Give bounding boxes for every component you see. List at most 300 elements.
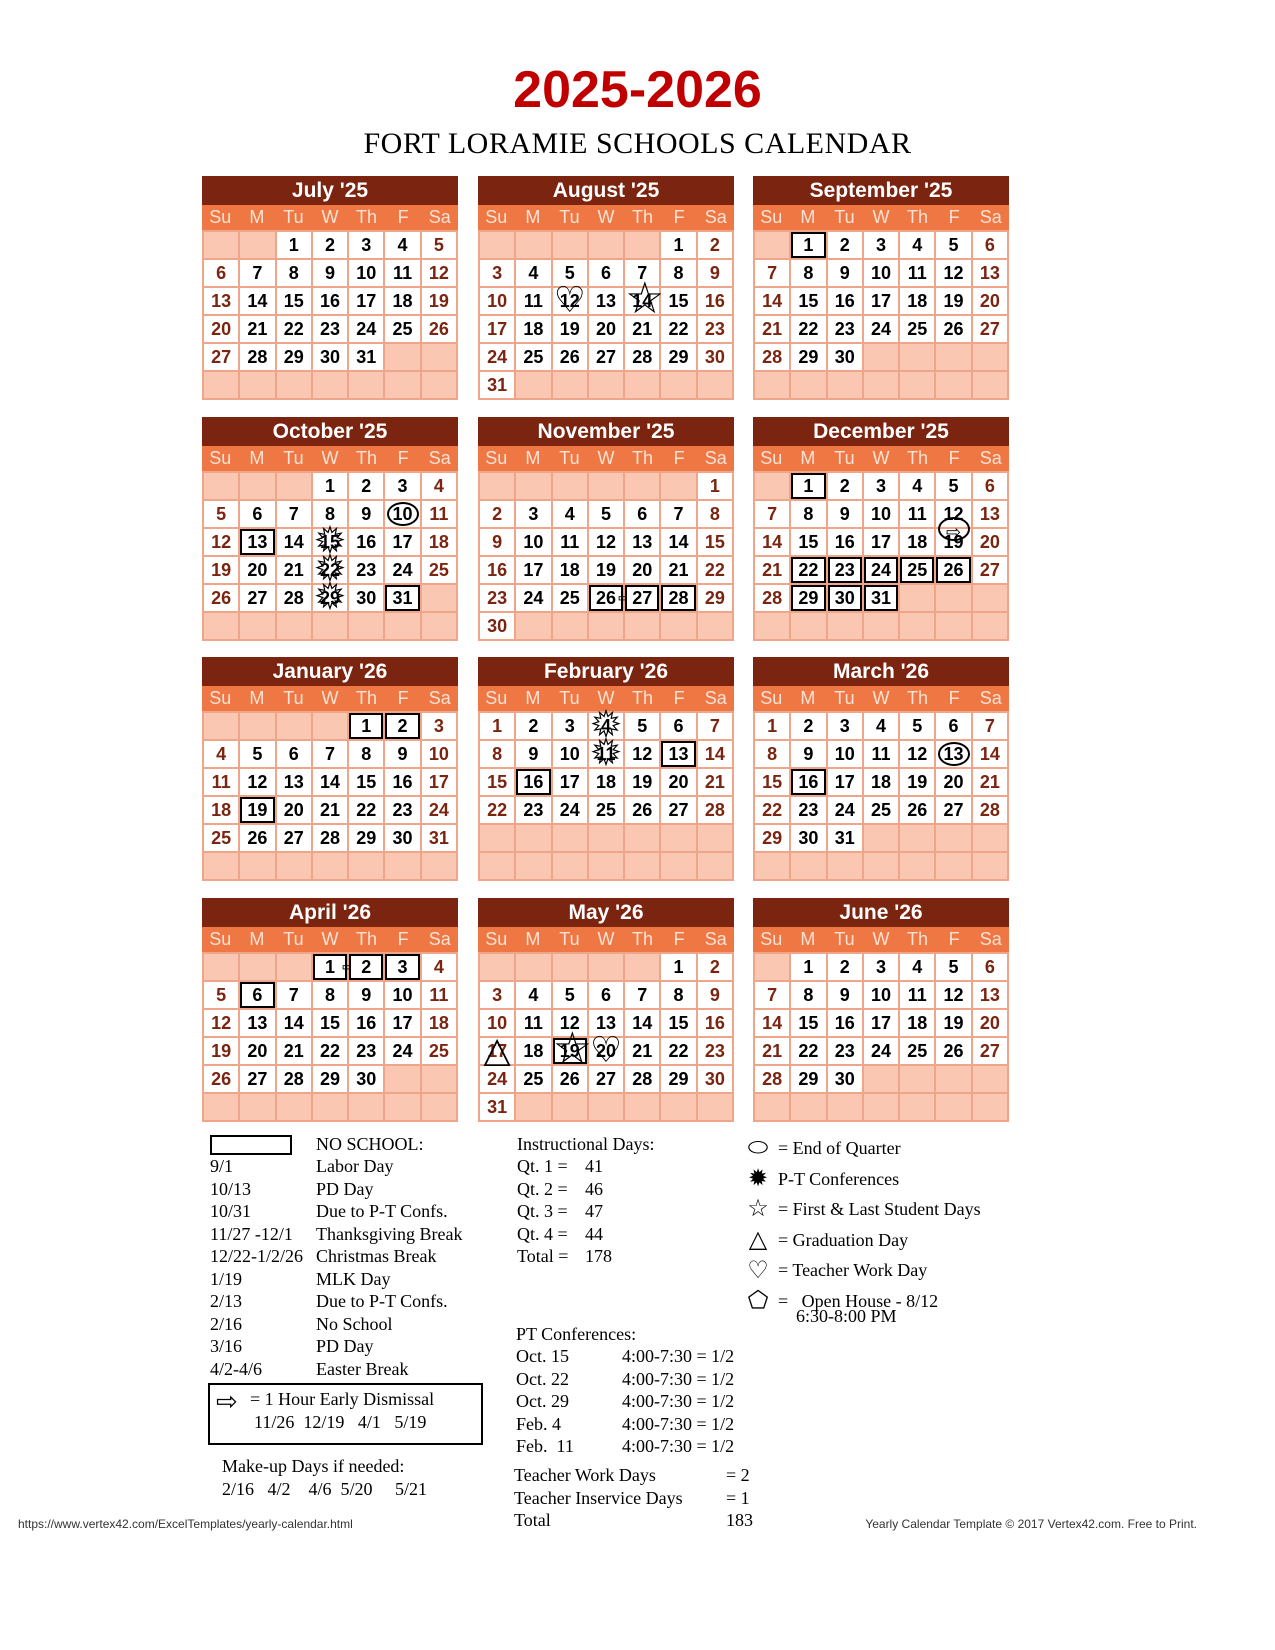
day-cell: 21 (973, 769, 1007, 795)
day-cell: 24 (516, 585, 550, 611)
legend-value: 44 (585, 1223, 603, 1244)
weekday-label: Th (632, 207, 654, 227)
empty-cell (625, 825, 659, 851)
legend-row (514, 1464, 766, 1487)
early-dismissal-box (208, 1383, 483, 1445)
weekday-label: Su (209, 688, 232, 708)
empty-cell (828, 372, 862, 398)
weekday-label: W (872, 448, 890, 468)
empty-cell (755, 853, 789, 879)
early-dismissal-dates: 11/26 12/19 4/1 5/19 (254, 1412, 427, 1432)
empty-cell (204, 713, 238, 739)
day-cell: 12 (900, 741, 934, 767)
day-cell: 17 (864, 529, 898, 555)
day-cell: 18 (204, 797, 238, 823)
day-cell: 1 (791, 232, 825, 258)
empty-cell (661, 613, 695, 639)
day-cell: 12 (936, 982, 970, 1008)
day-cell: 9 (791, 741, 825, 767)
day-cell: 23 (791, 797, 825, 823)
day-cell: 16 (828, 288, 862, 314)
day-cell: 29 (791, 1066, 825, 1092)
day-cell: ✹ 22 (313, 557, 347, 583)
empty-cell (936, 613, 970, 639)
day-cell: 23 (828, 316, 862, 342)
weekday-label: Su (760, 448, 783, 468)
day-cell: 30 (385, 825, 419, 851)
legend-label: Labor Day (316, 1156, 394, 1176)
weekday-header (753, 446, 1009, 471)
legend-label: No School (316, 1313, 393, 1334)
day-cell: 18 (900, 529, 934, 555)
legend-date: 2/16 (210, 1313, 243, 1334)
empty-cell (828, 613, 862, 639)
weekday-label: Th (356, 207, 378, 227)
empty-cell (277, 713, 311, 739)
day-cell: 16 (698, 288, 732, 314)
day-cell: 7 (625, 982, 659, 1008)
day-cell: 23 (349, 1038, 383, 1064)
day-cell: 7 (313, 741, 347, 767)
day-cell: 13 (204, 288, 238, 314)
day-cell: 5 (553, 260, 587, 286)
empty-cell (422, 1066, 456, 1092)
day-cell: 7 (625, 260, 659, 286)
day-cell: 20 (240, 557, 274, 583)
weekday-header (478, 927, 734, 952)
day-cell: 5 (589, 501, 623, 527)
weekday-label: Tu (283, 207, 304, 227)
day-cell: ☆ 14 (625, 288, 659, 314)
day-cell: 8 (755, 741, 789, 767)
day-cell: 25 (422, 557, 456, 583)
day-cell: 27 (973, 557, 1007, 583)
day-cell: 28 (698, 797, 732, 823)
empty-cell (349, 372, 383, 398)
weekday-label: Sa (428, 929, 451, 949)
day-cell: 3 (516, 501, 550, 527)
legend-row (514, 1509, 766, 1532)
empty-cell (900, 344, 934, 370)
month-calendar (478, 417, 734, 641)
day-cell: 19 (936, 288, 970, 314)
day-cell: 11 (204, 769, 238, 795)
day-cell: 13 (625, 529, 659, 555)
day-cell: ☆ 19 (553, 1038, 587, 1064)
weekday-label: M (800, 207, 816, 227)
day-cell: 4 (553, 501, 587, 527)
weekday-label: Su (760, 207, 783, 227)
day-cell: 1 ⇨ (313, 954, 347, 980)
day-cell: 23 (698, 316, 732, 342)
empty-cell (422, 853, 456, 879)
day-cell: 21 (755, 1038, 789, 1064)
day-cell: 17 (349, 288, 383, 314)
day-cell: 19 (936, 1010, 970, 1036)
day-cell: 27 (240, 1066, 274, 1092)
day-cell: 3 (422, 713, 456, 739)
day-cell: 10 (349, 260, 383, 286)
day-cell: 15 (791, 529, 825, 555)
day-cell: 7 (698, 713, 732, 739)
day-cell: 2 (791, 713, 825, 739)
empty-cell (589, 473, 623, 499)
empty-cell (625, 372, 659, 398)
day-cell: 7 (973, 713, 1007, 739)
day-cell: 28 (240, 344, 274, 370)
empty-cell (936, 1066, 970, 1092)
day-cell: 21 (755, 316, 789, 342)
weekday-label: M (525, 929, 541, 949)
day-cell: 17 (385, 1010, 419, 1036)
empty-cell (900, 585, 934, 611)
legend-label: Qt. 2 = (517, 1178, 568, 1199)
empty-cell (900, 1066, 934, 1092)
day-cell: 5 (900, 713, 934, 739)
empty-cell (661, 1094, 695, 1120)
day-cell: 16 (828, 529, 862, 555)
day-cell: 28 (973, 797, 1007, 823)
empty-cell (698, 1094, 732, 1120)
day-cell: 22 (755, 797, 789, 823)
month-title: September '25 (753, 176, 1009, 205)
day-cell: 29 (349, 825, 383, 851)
weekday-label: Sa (979, 448, 1002, 468)
day-cell: 23 (313, 316, 347, 342)
day-cell: 8 (313, 982, 347, 1008)
day-cell: 31 (864, 585, 898, 611)
empty-cell (755, 954, 789, 980)
day-cell: 13 (661, 741, 695, 767)
weekday-label: Tu (834, 688, 855, 708)
empty-cell (625, 232, 659, 258)
empty-cell (204, 232, 238, 258)
day-cell: 16 (385, 769, 419, 795)
day-cell: 2 (698, 232, 732, 258)
day-cell: 18 (589, 769, 623, 795)
day-cell: 10 (422, 741, 456, 767)
day-cell: 8 (791, 501, 825, 527)
symbol-legend-label: = First & Last Student Days (778, 1199, 981, 1220)
empty-cell (553, 232, 587, 258)
legend-time: 4:00-7:30 = 1/2 (622, 1413, 735, 1434)
day-cell: 27 (240, 585, 274, 611)
empty-cell (277, 954, 311, 980)
legend-row (210, 1200, 486, 1223)
empty-cell (936, 1094, 970, 1120)
empty-cell (755, 1094, 789, 1120)
day-cell: 26 (553, 344, 587, 370)
symbol-legend-row (738, 1194, 981, 1225)
weekday-label: W (597, 929, 615, 949)
empty-cell (204, 473, 238, 499)
weekday-label: Th (907, 929, 929, 949)
empty-cell (589, 1094, 623, 1120)
day-cell: 1 (349, 713, 383, 739)
legend-date: 3/16 (210, 1336, 243, 1356)
day-cell: 24 (385, 1038, 419, 1064)
day-cell: 9 (313, 260, 347, 286)
month-calendar (202, 176, 458, 400)
weekday-label: W (321, 448, 339, 468)
day-cell: 13 (973, 501, 1007, 527)
day-cell: 23 (385, 797, 419, 823)
day-cell: 4 (864, 713, 898, 739)
legend-row (210, 1358, 486, 1381)
day-cell: 24 (349, 316, 383, 342)
day-cell: 10 (480, 1010, 514, 1036)
day-cell: 27 (204, 344, 238, 370)
day-cell: 24 (864, 316, 898, 342)
weekday-label: Tu (283, 688, 304, 708)
day-cell: 30 (480, 613, 514, 639)
month-title: August '25 (478, 176, 734, 205)
symbol-legend-label: = Teacher Work Day (778, 1260, 928, 1281)
weekday-label: Th (907, 448, 929, 468)
day-cell: 18 (516, 316, 550, 342)
day-cell: 26 (204, 1066, 238, 1092)
weekday-label: F (673, 448, 685, 468)
day-cell: 1 (755, 713, 789, 739)
empty-cell (385, 1094, 419, 1120)
day-cell: 3 (553, 713, 587, 739)
day-cell: 1 (698, 473, 732, 499)
day-cell: 2 (313, 232, 347, 258)
day-cell: 15 (313, 1010, 347, 1036)
legend-label: Qt. 4 = (517, 1223, 568, 1244)
day-cell: 24 (480, 1066, 514, 1092)
weekday-header (478, 446, 734, 471)
day-cell: 19 (204, 557, 238, 583)
empty-cell (973, 825, 1007, 851)
day-cell: 4 (900, 473, 934, 499)
day-cell: 29 (755, 825, 789, 851)
empty-cell (698, 825, 732, 851)
day-cell: 20 (973, 1010, 1007, 1036)
day-cell: 20 (589, 316, 623, 342)
empty-cell (240, 853, 274, 879)
arrow-pentagon-icon: ⇨ (216, 1387, 238, 1416)
day-cell: 20 (277, 797, 311, 823)
empty-cell (936, 585, 970, 611)
legend-row (210, 1268, 486, 1291)
day-cell: 21 (277, 557, 311, 583)
no-school-box-icon (210, 1135, 292, 1155)
day-cell: 30 (349, 1066, 383, 1092)
legend-date: 10/13 (210, 1178, 252, 1199)
day-cell: 28 (313, 825, 347, 851)
weekday-label: Sa (428, 448, 451, 468)
day-cell: 12 (422, 260, 456, 286)
weekday-label: F (948, 688, 960, 708)
day-cell: 29 (277, 344, 311, 370)
day-grid (753, 471, 1009, 641)
empty-cell (936, 372, 970, 398)
day-cell: 8 (661, 982, 695, 1008)
day-cell: 30 (698, 344, 732, 370)
empty-cell (204, 372, 238, 398)
empty-cell (661, 853, 695, 879)
day-cell: 17 (864, 1010, 898, 1036)
empty-cell (625, 473, 659, 499)
day-cell: 25 (900, 316, 934, 342)
empty-cell (864, 344, 898, 370)
day-cell: 23 (698, 1038, 732, 1064)
empty-cell (516, 232, 550, 258)
day-cell: 9 (480, 529, 514, 555)
day-cell: 1 (661, 954, 695, 980)
empty-cell (755, 372, 789, 398)
day-cell: 21 (277, 1038, 311, 1064)
day-cell: 11 (516, 1010, 550, 1036)
day-cell: 19 (900, 769, 934, 795)
day-cell: 1 (661, 232, 695, 258)
star-icon: ☆ (747, 1196, 769, 1223)
day-cell: 2 (349, 473, 383, 499)
day-cell: 27 (589, 344, 623, 370)
month-title: July '25 (202, 176, 458, 205)
burst-icon: ✹ (747, 1165, 769, 1192)
weekday-label: Su (485, 929, 508, 949)
weekday-label: Th (907, 207, 929, 227)
day-cell: 19 (625, 769, 659, 795)
empty-cell (516, 1094, 550, 1120)
weekday-label: F (948, 448, 960, 468)
day-cell: 25 (553, 585, 587, 611)
day-cell: 20 (973, 529, 1007, 555)
footer-url[interactable]: https://www.vertex42.com/ExcelTemplates/yearly-calendar.html (18, 1517, 353, 1531)
empty-cell (422, 585, 456, 611)
day-cell: 19 (553, 316, 587, 342)
day-cell: 25 (204, 825, 238, 851)
day-cell: 14 (277, 1010, 311, 1036)
day-cell: 1 (313, 473, 347, 499)
day-cell: 3 (864, 473, 898, 499)
legend-label: Thanksgiving Break (316, 1223, 463, 1244)
empty-cell (864, 1094, 898, 1120)
day-cell: 7 (277, 501, 311, 527)
empty-cell (791, 853, 825, 879)
weekday-label: Th (356, 688, 378, 708)
day-grid (478, 471, 734, 641)
legend-row (514, 1487, 766, 1510)
legend-row (210, 1335, 486, 1358)
weekday-label: Sa (704, 448, 727, 468)
empty-cell (553, 954, 587, 980)
legend-date: Oct. 15 (516, 1346, 569, 1366)
day-grid (202, 230, 458, 400)
day-cell: 26 ⇨ (589, 585, 623, 611)
day-cell: 26 (422, 316, 456, 342)
empty-cell (277, 473, 311, 499)
day-cell: 2 (385, 713, 419, 739)
empty-cell (589, 232, 623, 258)
day-grid (202, 471, 458, 641)
day-cell: 16 (791, 769, 825, 795)
weekday-label: F (673, 207, 685, 227)
day-cell: 21 (755, 557, 789, 583)
day-cell: 5 (625, 713, 659, 739)
day-cell: 16 (828, 1010, 862, 1036)
empty-cell (516, 372, 550, 398)
month-title: April '26 (202, 898, 458, 927)
day-cell: 31 (385, 585, 419, 611)
day-grid (753, 711, 1009, 881)
day-cell: 5 (204, 982, 238, 1008)
day-grid (202, 711, 458, 881)
day-cell: 13 (973, 982, 1007, 1008)
day-cell: 18 (385, 288, 419, 314)
day-cell: 3 (480, 260, 514, 286)
day-cell: 6 (589, 982, 623, 1008)
day-cell: 23 (828, 557, 862, 583)
day-cell: 12 (553, 1010, 587, 1036)
day-cell: 25 (589, 797, 623, 823)
weekday-label: F (397, 688, 409, 708)
day-cell: 1 (791, 954, 825, 980)
day-cell: 13 (240, 529, 274, 555)
legend-value: 47 (585, 1201, 603, 1221)
weekday-label: M (800, 448, 816, 468)
legend-row (210, 1245, 486, 1268)
empty-cell (973, 344, 1007, 370)
weekday-label: Th (356, 929, 378, 949)
legend-value: 41 (585, 1156, 603, 1176)
day-cell: 28 (277, 585, 311, 611)
day-cell: 23 (516, 797, 550, 823)
day-cell: 18 (900, 1010, 934, 1036)
day-cell: 2 (828, 954, 862, 980)
day-cell: 6 (661, 713, 695, 739)
day-cell: 2 (480, 501, 514, 527)
day-cell: 25 (422, 1038, 456, 1064)
month-calendar (753, 176, 1009, 400)
day-cell: 3 (864, 232, 898, 258)
day-cell: 3 (385, 954, 419, 980)
day-cell: 16 (480, 557, 514, 583)
empty-cell (553, 853, 587, 879)
empty-cell (900, 372, 934, 398)
instructional-heading: Instructional Days: (517, 1134, 655, 1154)
day-cell: 30 (791, 825, 825, 851)
day-cell: 20 (204, 316, 238, 342)
weekday-label: M (800, 688, 816, 708)
day-cell: 8 (661, 260, 695, 286)
day-cell: 15 (277, 288, 311, 314)
day-cell: 5 (204, 501, 238, 527)
day-cell: 6 (973, 232, 1007, 258)
day-cell: 8 (791, 982, 825, 1008)
weekday-label: F (948, 207, 960, 227)
empty-cell (698, 613, 732, 639)
legend-date: 9/1 (210, 1156, 234, 1176)
day-cell: 25 (900, 1038, 934, 1064)
empty-cell (625, 853, 659, 879)
day-cell: 7 (240, 260, 274, 286)
empty-cell (422, 1094, 456, 1120)
empty-cell (385, 853, 419, 879)
day-cell: 14 (755, 529, 789, 555)
day-cell: 26 (204, 585, 238, 611)
weekday-label: F (397, 207, 409, 227)
day-cell: 7 (661, 501, 695, 527)
day-cell: 14 (973, 741, 1007, 767)
day-cell: 8 (480, 741, 514, 767)
day-cell: 31 (828, 825, 862, 851)
empty-cell (422, 344, 456, 370)
day-cell: 10 (828, 741, 862, 767)
day-cell: 22 (698, 557, 732, 583)
